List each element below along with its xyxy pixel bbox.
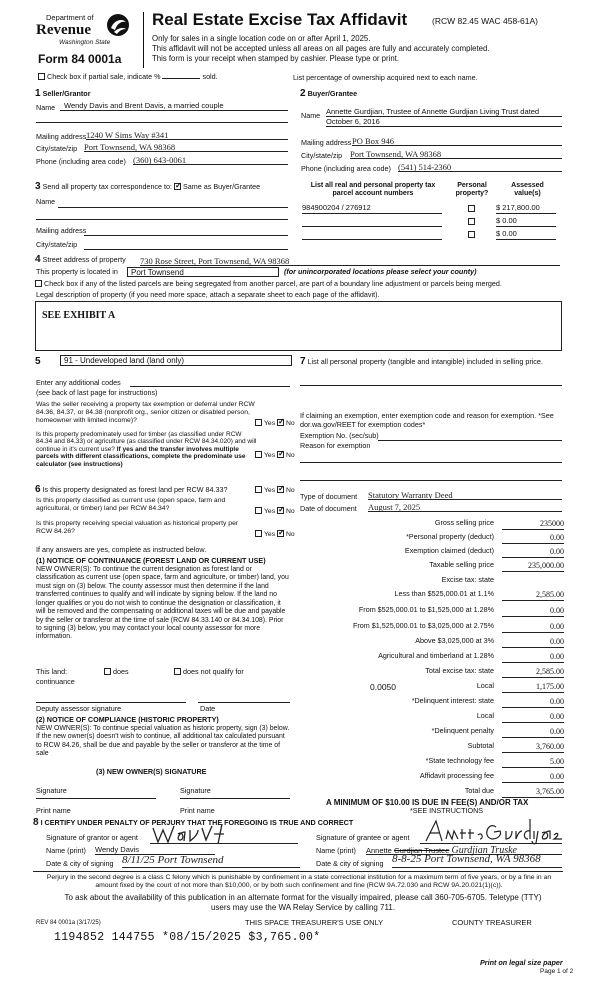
- segregated-checkbox[interactable]: [35, 280, 42, 287]
- buyer-name-field[interactable]: Annette Gurdjian, Trustee of Annette Gurdjian Living Trust dated: [326, 107, 562, 117]
- s6-q2-answers: Yes ✓ No: [255, 507, 295, 516]
- form-number: Form 84 0001a: [38, 52, 122, 66]
- s6-q3-answers: Yes ✓ No: [255, 530, 295, 539]
- local-tax-row: Local 1,175.00: [476, 681, 564, 691]
- same-as-buyer-checkbox[interactable]: [174, 183, 181, 190]
- seller-name-line2: [36, 122, 288, 123]
- land-does-checkbox[interactable]: [104, 668, 111, 675]
- personal-property-field[interactable]: [300, 385, 562, 386]
- personal-property-checkbox[interactable]: [468, 218, 475, 225]
- s6-q1-answers: Yes ✓ No: [255, 486, 295, 495]
- agricultural-row: Agricultural and timberland at 1.28% 0.00: [378, 651, 564, 661]
- ownership-note: List percentage of ownership acquired next to each name.: [293, 73, 478, 82]
- land-does-not-checkbox[interactable]: [174, 668, 181, 675]
- grantor-signature: [150, 818, 240, 846]
- total-due-row: Total due 3,765.00: [464, 786, 564, 796]
- s6-q1-no-checkbox[interactable]: [277, 486, 284, 493]
- correspondence-name-field[interactable]: [58, 207, 288, 208]
- assessed-value-field[interactable]: $ 0.00: [496, 229, 556, 240]
- new-owner-signature-2[interactable]: [180, 798, 290, 799]
- tier3-row: From $1,525,000.01 to $3,025,000 at 2.75% 0.00: [352, 621, 564, 631]
- q2-answers: Yes ✓ No: [255, 451, 295, 460]
- title-ref: (RCW 82.45 WAC 458-61A): [432, 16, 538, 26]
- q1-no-checkbox[interactable]: [277, 419, 284, 426]
- tier1-row: Less than $525,000.01 at 1.1% 2,585.00: [394, 589, 564, 599]
- header-note-3: This form is your receipt when stamped by cashier. Please type or print.: [152, 54, 400, 63]
- buyer-mailing-field[interactable]: PO Box 946: [352, 136, 562, 146]
- deputy-signature-field[interactable]: [36, 702, 186, 703]
- parcel-number-field[interactable]: [302, 229, 442, 240]
- parcel-number-field[interactable]: 984900204 / 276912: [302, 203, 442, 214]
- grantee-name-field[interactable]: Annette Gurdjian Trustee Gurdjian Truske: [366, 845, 562, 855]
- grantor-name-field[interactable]: Wendy Davis: [95, 845, 215, 855]
- seller-mailing-field[interactable]: 1240 W Sims Way #341: [86, 130, 288, 140]
- header-divider: [143, 12, 144, 68]
- segregated-row: Check box if any of the listed parcels are being segregated from another parcel, are part of a boundary line adjustment or parcels being merged.: [35, 280, 502, 289]
- property-street-field[interactable]: 730 Rose Street, Port Townsend, WA 98368: [140, 256, 560, 266]
- dor-logo: Department of Revenue Washington State: [34, 10, 130, 48]
- buyer-name-field-line2[interactable]: October 6, 2016: [326, 117, 562, 127]
- gross-selling-price-row: Gross selling price 235000: [434, 518, 564, 528]
- header-note-2: This affidavit will not be accepted unless all areas on all pages are fully and accurately completed.: [152, 44, 490, 53]
- q1-answers: Yes ✓ No: [255, 419, 295, 428]
- location-select[interactable]: Port Townsend: [127, 267, 279, 277]
- seller-phone-field[interactable]: (360) 643-0061: [133, 155, 288, 165]
- document-type-field[interactable]: Statutory Warranty Deed: [368, 490, 562, 500]
- partial-sale-row: Check box if partial sale, indicate % sold.: [38, 73, 218, 82]
- assessed-value-header: Assessed value(s): [511, 182, 544, 198]
- personal-property-checkbox[interactable]: [468, 231, 475, 238]
- legal-description-box[interactable]: SEE EXHIBIT A: [35, 301, 562, 351]
- new-owner-signature-1[interactable]: [36, 798, 156, 799]
- treasurer-stamp: 1194852 144755 *08/15/2025 $3,765.00*: [54, 931, 321, 944]
- personal-property-row: *Personal property (deduct) 0.00: [406, 532, 564, 542]
- perjury-notice: Perjury in the second degree is a class C felony which is punishable by confinement in a state correctional institution for a maximum term of five years, or by a fine in an amount fixed by the court of not more than $10,000, or by both such confinement and fine (RCW 9A.72.030 and RCW 9A.20.021(1)(c)).: [46, 874, 552, 890]
- document-date-field[interactable]: August 7, 2025: [368, 502, 562, 512]
- personal-property-header: Personal property?: [455, 182, 489, 198]
- q1-yes-checkbox[interactable]: [255, 419, 262, 426]
- q2-yes-checkbox[interactable]: [255, 451, 262, 458]
- parcel-row: [302, 203, 562, 216]
- taxable-selling-price-row: Taxable selling price 235,000.00: [429, 560, 564, 570]
- s6-q3-yes-checkbox[interactable]: [255, 530, 262, 537]
- parcels-header: List all real and personal property tax parcel account numbers: [310, 182, 436, 198]
- seller-name-field[interactable]: Wendy Davis and Brent Davis, a married couple: [60, 101, 288, 111]
- page-number: Page 1 of 2: [540, 968, 574, 975]
- correspondence-mailing-field[interactable]: [84, 235, 288, 236]
- buyer-city-field[interactable]: Port Townsend, WA 98368: [350, 149, 562, 159]
- accessibility-notice: To ask about the availability of this publication in an alternate format for the visually impaired, please call 360-705-6705. Teletype (TTY) users may use the WA Relay Service by calling 711.: [64, 893, 542, 912]
- exemption-claimed-row: Exemption claimed (deduct) 0.00: [404, 546, 564, 556]
- grantor-date-field[interactable]: 8/11/25 Port Townsend: [122, 854, 300, 868]
- seller-heading: 1 Seller/Grantor: [35, 88, 91, 99]
- personal-property-checkbox[interactable]: [468, 205, 475, 212]
- delinquent-interest-local-row: Local 0.00: [476, 711, 564, 721]
- correspondence-city-field[interactable]: [84, 249, 288, 250]
- revenue-swirl-icon: [106, 12, 130, 38]
- s6-q1-yes-checkbox[interactable]: [255, 486, 262, 493]
- deputy-date-field[interactable]: [198, 702, 290, 703]
- total-excise-state-row: Total excise tax: state 2,585.00: [425, 666, 564, 676]
- assessed-value-field[interactable]: $ 217,800.00: [496, 203, 556, 214]
- subtotal-row: Subtotal 3,760.00: [467, 741, 564, 751]
- local-rate: 0.0050: [370, 682, 396, 692]
- s6-q3-no-checkbox[interactable]: [277, 530, 284, 537]
- excise-tax-state-row: Excise tax: state: [441, 575, 494, 584]
- processing-fee-row: Affidavit processing fee 0.00: [419, 771, 564, 781]
- tier4-row: Above $3,025,000 at 3% 0.00: [415, 636, 564, 646]
- grantee-date-field[interactable]: 8-8-25 Port Townsend, WA 98368: [392, 853, 562, 868]
- grantee-signature: [424, 817, 564, 845]
- page-title: Real Estate Excise Tax Affidavit: [152, 10, 408, 29]
- technology-fee-row: *State technology fee 5.00: [425, 756, 564, 766]
- buyer-heading: 2 Buyer/Grantee: [300, 88, 358, 99]
- buyer-phone-field[interactable]: (541) 514-2360: [398, 162, 562, 172]
- land-use-select[interactable]: 91 - Undeveloped land (land only): [60, 355, 292, 366]
- parcel-row: [302, 229, 562, 242]
- q2-no-checkbox[interactable]: [277, 451, 284, 458]
- parcel-row: [302, 216, 562, 229]
- correspondence-row: 3 Send all property tax correspondence to: ✓ Same as Buyer/Grantee: [35, 181, 260, 193]
- seller-city-field[interactable]: Port Townsend, WA 98368: [84, 142, 288, 152]
- delinquent-interest-state-row: *Delinquent interest: state 0.00: [411, 696, 564, 706]
- delinquent-penalty-row: *Delinquent penalty 0.00: [431, 726, 564, 736]
- partial-sale-checkbox[interactable]: [38, 73, 45, 80]
- assessed-value-field[interactable]: $ 0.00: [496, 216, 556, 227]
- tier2-row: From $525,000.01 to $1,525,000 at 1.28% 0.00: [358, 605, 564, 615]
- exemption-no-field[interactable]: [378, 440, 562, 441]
- s6-q2-yes-checkbox[interactable]: [255, 507, 262, 514]
- header-note-1: Only for sales in a single location code on or after April 1, 2025.: [152, 34, 371, 43]
- property-street-row: 4 Street address of property: [35, 254, 126, 265]
- exemption-reason-field[interactable]: [300, 462, 562, 463]
- seller-name-label: Name: [36, 103, 56, 112]
- partial-sale-percent-field[interactable]: [162, 78, 200, 79]
- s6-q2-no-checkbox[interactable]: [277, 507, 284, 514]
- parcel-number-field[interactable]: [302, 216, 442, 227]
- footer-divider: [33, 871, 563, 872]
- additional-codes-field[interactable]: [130, 386, 290, 387]
- minimum-due-note: A MINIMUM OF $10.00 IS DUE IN FEE(S) AND/OR TAX: [326, 798, 529, 807]
